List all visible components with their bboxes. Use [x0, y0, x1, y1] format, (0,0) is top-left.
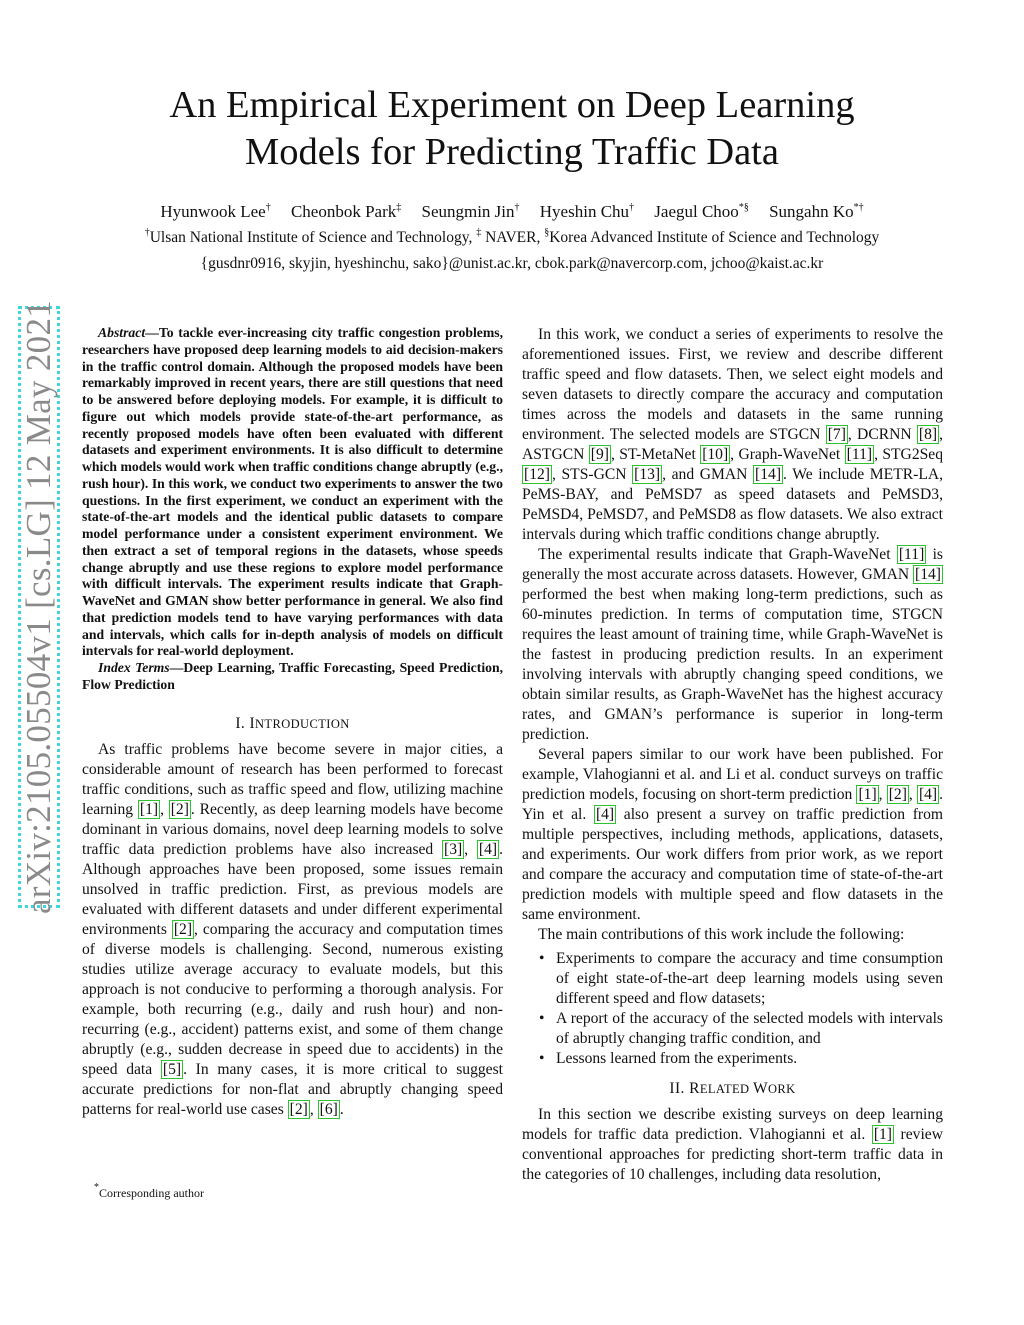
author-mark: ‡: [396, 202, 402, 213]
paragraph: As traffic problems have become severe in major cities, a considerable amount of research has been performed to forecast traffic conditions, such as traffic speed and flow, utilizing machine learning [1] , [2] . Recently, as deep learning models have become dominant in various domains, novel deep learning models to solve traffic data prediction problems have also increased [3] , [4] . Although approaches have been proposed, some issues remain unsolved in traffic prediction. First, as previous models are evaluated with different datasets and under different experimental environments [2] , comparing the accuracy and computation times of diverse models is challenging. Second, numerous existing studies utilize average accuracy to evaluate models, but this approach is not conducive to performing a thorough analysis. For example, both recurring (e.g., daily and rush hour) and non-recurring (e.g., accident) patterns exist, and some of them change abruptly (e.g., sudden decrease in speed due to accidents) in the speed data [5] . In many cases, it is more critical to suggest accurate predictions for non-flat and abruptly changing speed patterns for real-world use cases [2] , [6] .: [82, 740, 504, 1118]
author-mark: †: [629, 202, 635, 213]
paragraph: Several papers similar to our work have been published. For example, Vlahogianni et al. and Li et al. conduct surveys on traffic prediction models, focusing on short-term prediction [1] , [2] , [4] . Yin et al. [4] also present a survey on traffic prediction from multiple perspectives, including methods, applications, datasets, and experiments. Our work differs from prior work, as we report and compare the accuracy and computation time of state-of-the-art prediction models with multiple speed and flow datasets in the same environment.: [522, 746, 944, 923]
section-number: I.: [235, 714, 250, 732]
citation-link[interactable]: [1]: [858, 786, 877, 803]
affiliation: NAVER,: [481, 229, 545, 246]
citation-link[interactable]: [11]: [898, 546, 925, 563]
abstract-text: —To tackle ever-increasing city traffic congestion problems, researchers have proposed deep learning models to aid decision-makers in the traffic control domain. Although the proposed models have been remarkably improved in recent years, there are still questions that need to be answered before deploying models. For example, it is difficult to figure out which models provide state-of-the-art performance, as recently proposed models have often been evaluated with different datasets and experiment environments. It is also difficult to determine which models would work when traffic conditions change abruptly (e.g., rush hour). In this work, we conduct two experiments to answer the two questions. In the first experiment, we conduct an experiment with the state-of-the-art models and the identical public datasets to compare model performance under a consistent experiment environment. We then extract a set of temporal regions in the datasets, whose speeds change abruptly and use these regions to explore model performance with difficult intervals. The experiment results indicate that Graph-WaveNet and GMAN show better performance in general. We also find that prediction models tend to have varying performances with data and intervals, which calls for in-depth analysis of models on difficult intervals for real-world deployment.: [82, 325, 503, 659]
heading-rest: ORK: [768, 1082, 796, 1096]
citation-link[interactable]: [13]: [634, 466, 661, 483]
citation-link[interactable]: [6]: [319, 1100, 338, 1118]
author-mark: *†: [853, 202, 864, 213]
affiliation: Korea Advanced Institute of Science and Technology: [549, 229, 880, 246]
contribution-list: [522, 949, 943, 1069]
author: [421, 202, 519, 221]
author-name: Jaegul Choo: [654, 202, 739, 221]
citation-link[interactable]: [4]: [478, 840, 498, 858]
author-name: Seungmin Jin: [421, 202, 515, 221]
citation-link[interactable]: [10]: [702, 446, 729, 463]
paper-title: [0, 82, 1024, 176]
citation-link[interactable]: [1]: [139, 800, 159, 818]
citation-link[interactable]: [7]: [827, 426, 846, 443]
citation-link[interactable]: [2]: [173, 920, 193, 938]
title-line: Models for Predicting Traffic Data: [245, 131, 779, 173]
citation-link[interactable]: [8]: [918, 426, 938, 443]
section-heading-related-work: [522, 1079, 943, 1099]
arxiv-stamp[interactable]: arXiv:2105.05504v1 [cs.LG] 12 May 2021: [19, 299, 58, 915]
author: [291, 202, 401, 221]
author-name: Sungahn Ko: [769, 202, 854, 221]
author-mark: †: [514, 202, 520, 213]
citation-link[interactable]: [2]: [888, 786, 907, 803]
section-number: II.: [669, 1080, 690, 1097]
citation-link[interactable]: [9]: [590, 446, 609, 463]
author: [769, 202, 864, 221]
citation-link[interactable]: [2]: [170, 800, 189, 818]
abstract: [82, 325, 503, 660]
author-name: Hyunwook Lee: [160, 202, 266, 221]
paragraph: The main contributions of this work include the following:: [538, 926, 905, 943]
author: [540, 202, 634, 221]
index-terms: [82, 660, 503, 694]
footnote-mark: *: [94, 1182, 99, 1193]
citation-link[interactable]: [4]: [595, 806, 615, 823]
footnote-text: Corresponding author: [99, 1186, 204, 1200]
author: [160, 202, 270, 221]
paragraph: In this section we describe existing surveys on deep learning models for traffic data prediction. Vlahogianni et al. [1] review conventional approaches for predicting short-term traffic data in the categories of 10 challenges, including data resolution,: [522, 1106, 943, 1183]
right-column: [522, 325, 943, 1185]
list-item: • Lessons learned from the experiments.: [556, 1049, 943, 1069]
heading-rest: ELATED: [699, 1082, 753, 1096]
left-column: [82, 325, 503, 1120]
citation-link[interactable]: [2]: [289, 1100, 308, 1118]
affil-mark: ‡: [476, 227, 482, 238]
heading-initial: W: [752, 1080, 768, 1097]
affiliation: Ulsan National Institute of Science and Technology,: [149, 229, 477, 246]
list-item: • A report of the accuracy of the selected models with intervals of abruptly changing traffic condition, and: [556, 1009, 943, 1049]
index-terms-text: —Deep Learning, Traffic Forecasting, Speed Prediction, Flow Prediction: [82, 660, 503, 692]
affil-mark: §: [544, 227, 550, 238]
index-terms-label: Index Terms: [98, 660, 170, 675]
citation-link[interactable]: [14]: [755, 466, 782, 483]
paragraph: In this work, we conduct a series of experiments to resolve the aforementioned issues. First, we review and describe different traffic speed and flow datasets. Then, we select eight models and seven datasets to directly compare the accuracy and computation times across the models and datasets in the same running environment. The selected models are STGCN [7] , DCRNN [8] , ASTGCN [9] , ST-MetaNet [10] , Graph-WaveNet [11] , STG2Seq [12] , STS-GCN [13] , and GMAN [14] . We include METR-LA, PeMS-BAY, and PeMSD7 as speed datasets and PeMSD3, PeMSD4, PeMSD7, and PeMSD8 as flow datasets. We also extract intervals during which traffic conditions change abruptly.: [522, 326, 944, 543]
citation-link[interactable]: [4]: [918, 786, 938, 803]
list-item: • Experiments to compare the accuracy and time consumption of eight state-of-the-art deep learning models using seven different speed and flow datasets;: [556, 949, 943, 1009]
heading-initial: I: [249, 714, 255, 732]
author: [654, 202, 749, 221]
citation-link[interactable]: [1]: [873, 1126, 892, 1143]
citation-link[interactable]: [12]: [524, 466, 550, 483]
abstract-label: Abstract: [98, 325, 146, 340]
author-mark: *§: [738, 202, 749, 213]
author-mark: †: [265, 202, 271, 213]
heading-initial: R: [689, 1080, 700, 1097]
author-list: [0, 201, 1024, 223]
footnote: [94, 1182, 204, 1201]
citation-link[interactable]: [14]: [915, 566, 941, 583]
paragraph: The experimental results indicate that Graph-WaveNet [11] is generally the most accurate across datasets. However, GMAN [14] performed the best when making long-term predictions, such as 60-minutes prediction. In terms of computation time, STGCN requires the least amount of training time, while Graph-WaveNet is the fastest in producing prediction results. In an experiment involving intervals with abruptly changing speed conditions, we obtain similar results, as Graph-WaveNet has the highest accuracy rates, and GMAN’s performance is superior in long-term prediction.: [522, 546, 943, 743]
heading-rest: NTRODUCTION: [255, 716, 350, 731]
title-line: An Empirical Experiment on Deep Learning: [169, 84, 855, 126]
author-name: Hyeshin Chu: [539, 202, 630, 221]
section-heading-introduction: [82, 714, 503, 734]
author-name: Cheonbok Park: [290, 202, 397, 221]
citation-link[interactable]: [11]: [846, 446, 873, 463]
citation-link[interactable]: [3]: [444, 840, 463, 858]
affil-mark: †: [144, 227, 150, 238]
citation-link[interactable]: [5]: [162, 1060, 182, 1078]
affiliations: [0, 228, 1024, 248]
author-emails: {gusdnr0916, skyjin, hyeshinchu, sako}@unist.ac.kr, cbok.park@navercorp.com, jchoo@kaist.ac.kr: [200, 255, 824, 272]
